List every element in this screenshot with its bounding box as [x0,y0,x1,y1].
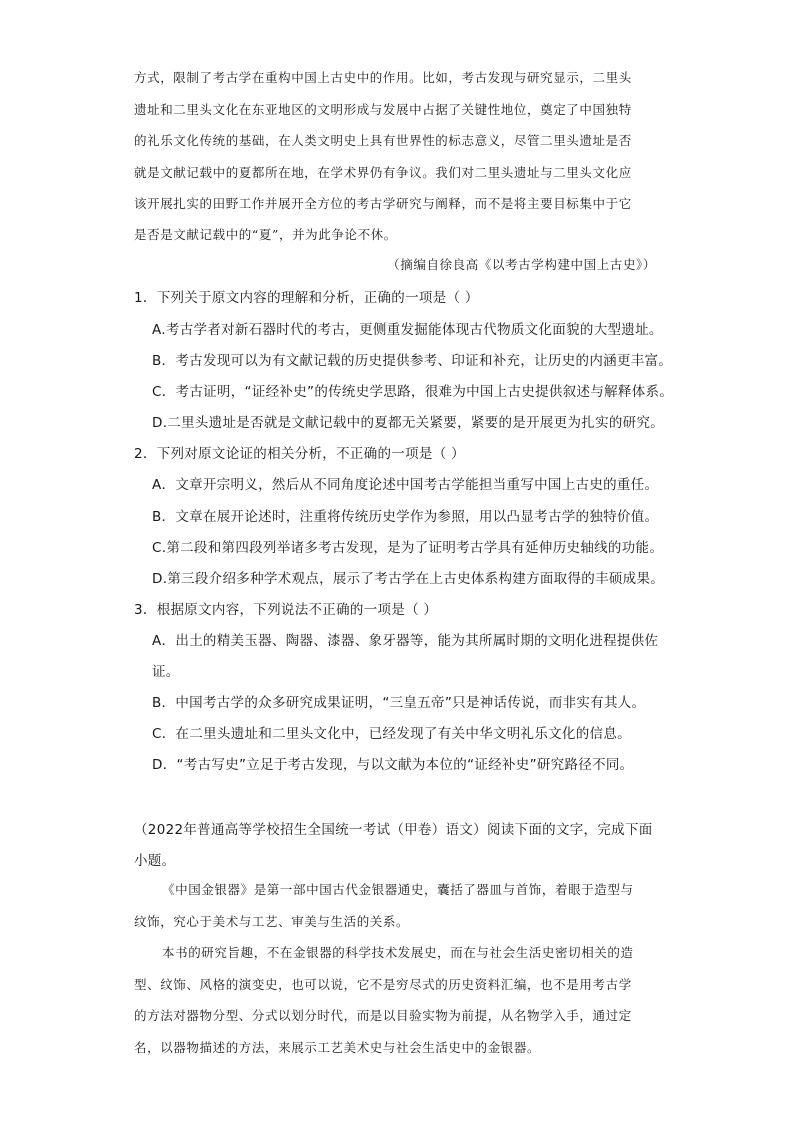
question-2-option-b: B．文章在展开论述时，注重将传统历史学作为参照，用以凸显考古学的独特价值。 [152,509,659,525]
question-2-option-d: D.第三段介绍多种学术观点，展示了考古学在上古史体系构建方面取得的丰硕成果。 [152,571,665,587]
passage-line: 方式，限制了考古学在重构中国上古史中的作用。比如，考古发现与研究显示，二里头 [134,70,632,85]
question-1-option-c: C．考古证明，“证经补史”的传统史学思路，很难为中国上古史提供叙述与解释体系。 [152,384,674,400]
question-3-option-d: D．“考古写史”立足于考古发现，与以文献为本位的“证经补史”研究路径不同。 [152,757,634,773]
question-1-option-b: B．考古发现可以为有文献记载的历史提供参考、印证和补充，让历史的内涵更丰富。 [152,353,673,369]
question-2-stem: 2．下列对原文论证的相关分析，不正确的一项是（ ） [134,446,465,462]
intro-line: 小题。 [134,853,176,869]
question-3-stem: 3．根据原文内容，下列说法不正确的一项是（ ） [134,602,438,618]
question-1-option-a: A.考古学者对新石器时代的考古，更侧重发掘能体现古代物质文化面貌的大型遗址。 [152,322,663,338]
passage-line: 《中国金银器》是第一部中国古代金银器通史，囊括了器皿与首饰，着眼于造型与 [162,882,634,897]
question-1-option-d: D.二里头遗址是否就是文献记载中的夏都无关紧要，紧要的是开展更为扎实的研究。 [152,415,665,431]
passage-line: 名，以器物描述的方法，来展示工艺美术史与社会生活史中的金银器。 [134,1040,541,1055]
question-3-option-a: A．出土的精美玉器、陶器、漆器、象牙器等，能为其所属时期的文明化进程提供佐 [152,633,659,649]
passage-line: 的方法对器物分型、分式以划分时代，而是以目验实物为前提，从名物学入手，通过定 [134,1008,632,1023]
source-citation: （摘编自徐良高《以考古学构建中国上古史》） [387,257,656,272]
intro-line: （2022年普通高等学校招生全国统一考试（甲卷）语文）阅读下面的文字，完成下面 [134,822,653,838]
passage-line: 型、纹饰、风格的演变史，也可以说，它不是穷尽式的历史资料汇编，也不是用考古学 [134,977,632,992]
question-2-option-a: A．文章开宗明义，然后从不同角度论述中国考古学能担当重写中国上古史的重任。 [152,477,659,493]
passage-line: 遗址和二里头文化在东亚地区的文明形成与发展中占据了关键性地位，奠定了中国独特 [134,102,632,117]
question-3-option-a-cont: 证。 [152,664,180,680]
passage-line: 是否是文献记载中的“夏”，并为此争论不休。 [134,227,397,242]
question-1-stem: 1．下列关于原文内容的理解和分析，正确的一项是（ ） [134,290,479,306]
passage-line: 本书的研究旨趣，不在金银器的科学技术发展史，而在与社会生活史密切相关的造 [162,945,634,960]
passage-line: 就是文献记载中的夏都所在地，在学术界仍有争议。我们对二里头遗址与二里头文化应 [134,165,632,180]
question-2-option-c: C.第二段和第四段列举诸多考古发现，是为了证明考古学具有延伸历史轴线的功能。 [152,540,664,556]
passage-line: 的礼乐文化传统的基础，在人类文明史上具有世界性的标志意义，尽管二里头遗址是否 [134,133,632,148]
passage-line: 纹饰，究心于美术与工艺、审美与生活的关系。 [134,914,410,929]
question-3-option-b: B．中国考古学的众多研究成果证明，“三皇五帝”只是神话传说，而非实有其人。 [152,695,646,711]
passage-line: 该开展扎实的田野工作并展开全方位的考古学研究与阐释，而不是将主要目标集中于它 [134,196,632,211]
question-3-option-c: C．在二里头遗址和二里头文化中，已经发现了有关中华文明礼乐文化的信息。 [152,726,631,742]
